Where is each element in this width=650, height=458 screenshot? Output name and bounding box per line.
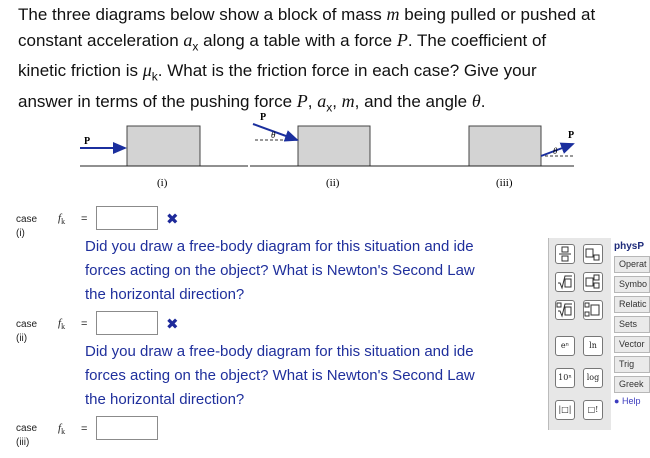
side-item-greek[interactable]: Greek	[614, 376, 650, 393]
question-line-2	[18, 28, 648, 59]
block-2	[298, 126, 370, 166]
force-symbol: P	[296, 91, 308, 112]
mass-symbol: m	[341, 91, 355, 112]
separator: .	[480, 92, 486, 112]
question-text	[18, 2, 648, 120]
mass-symbol: m	[386, 4, 400, 24]
friction-symbol-f: f	[58, 317, 62, 329]
friction-symbol-sub: k	[61, 427, 66, 437]
force-label-2: P	[260, 112, 267, 123]
help-link[interactable]	[614, 396, 650, 406]
hint-line: the horizontal direction?	[85, 286, 245, 303]
acceleration-subscript: x	[326, 100, 333, 115]
friction-symbol-3	[58, 422, 65, 436]
answer-input-case-1[interactable]	[96, 206, 158, 230]
case-label-bottom: (iii)	[16, 437, 30, 448]
case-label-bottom: (i)	[16, 228, 25, 239]
question-text-segment: . What is the friction force in each case? Give your	[157, 61, 537, 81]
question-text-segment: constant acceleration	[18, 30, 184, 50]
friction-symbol-f: f	[58, 212, 62, 224]
question-text-segment: . The coefficient of	[407, 30, 547, 50]
equals-sign-1: =	[81, 213, 88, 225]
block-1	[127, 126, 200, 166]
diagram-caption-3: (iii)	[496, 177, 513, 189]
hint-line: forces acting on the object? What is Newton's Second Law	[85, 262, 475, 279]
friction-coefficient-subscript: k	[151, 69, 158, 84]
case-label-bottom: (ii)	[16, 333, 28, 344]
angle-symbol: θ	[471, 91, 481, 112]
sqrt-icon[interactable]	[555, 272, 575, 292]
help-icon: ●	[614, 396, 620, 406]
nth-root-icon[interactable]	[555, 300, 575, 320]
diagram-caption-1: (i)	[157, 177, 168, 189]
case-label-top: case	[16, 214, 38, 225]
question-line-3	[18, 58, 648, 89]
hint-line: Did you draw a free-body diagram for this situation and ide	[85, 343, 474, 360]
side-item-vectors[interactable]: Vector	[614, 336, 650, 353]
friction-symbol-sub: k	[61, 322, 66, 332]
hint-line: the horizontal direction?	[85, 391, 245, 408]
separator: ,	[307, 92, 318, 112]
symbol-side-panel	[614, 238, 650, 406]
answer-input-case-2[interactable]	[96, 311, 158, 335]
help-label: Help	[621, 396, 641, 406]
math-palette	[548, 238, 611, 430]
power-of-ten-icon[interactable]: 10ⁿ	[555, 368, 575, 388]
case-label-top: case	[16, 423, 38, 434]
hint-text-1	[85, 235, 550, 307]
subscript-icon[interactable]	[583, 244, 603, 264]
factorial-icon[interactable]: □!	[583, 400, 603, 420]
diagram-3	[421, 126, 574, 189]
superscript-subscript-icon[interactable]	[583, 272, 603, 292]
incorrect-icon: ✖	[166, 211, 179, 228]
case-label-1	[16, 213, 37, 241]
acceleration-subscript: x	[192, 38, 199, 53]
side-item-symbols[interactable]: Symbo	[614, 276, 650, 293]
question-text-segment: along a table with a force	[198, 30, 397, 50]
acceleration-symbol: a	[317, 91, 327, 112]
equals-sign-3: =	[81, 423, 88, 435]
side-item-trig[interactable]: Trig	[614, 356, 650, 373]
fraction-icon[interactable]	[555, 244, 575, 264]
side-item-relations[interactable]: Relatic	[614, 296, 650, 313]
force-symbol: P	[396, 29, 408, 50]
hint-line: forces acting on the object? What is Newton's Second Law	[85, 367, 475, 384]
log-button[interactable]: log	[583, 368, 603, 388]
diagram-caption-2: (ii)	[326, 177, 340, 189]
case-label-top: case	[16, 319, 38, 330]
friction-coefficient-symbol: μ	[142, 60, 152, 81]
hint-line: Did you draw a free-body diagram for this situation and ide	[85, 238, 474, 255]
side-item-operations[interactable]: Operat	[614, 256, 650, 273]
equals-sign-2: =	[81, 318, 88, 330]
diagram-1	[80, 126, 248, 189]
sub-superscript-icon[interactable]	[583, 300, 603, 320]
ln-button[interactable]: ln	[583, 336, 603, 356]
hint-text-2	[85, 340, 550, 412]
acceleration-symbol: a	[183, 29, 193, 50]
absolute-value-icon[interactable]: |□|	[555, 400, 575, 420]
friction-symbol-1	[58, 212, 65, 226]
friction-symbol-f: f	[58, 422, 62, 434]
question-text-segment: being pulled or pushed at	[399, 5, 596, 24]
side-panel-heading: physP	[614, 241, 645, 252]
block-3	[469, 126, 541, 166]
question-text-segment: kinetic friction is	[18, 61, 143, 81]
force-label-3: P	[568, 130, 575, 141]
question-text-segment: answer in terms of the pushing force	[18, 92, 297, 112]
question-text-segment: , and the angle	[354, 92, 472, 112]
friction-symbol-sub: k	[61, 217, 66, 227]
diagram-2	[250, 112, 425, 189]
exponential-icon[interactable]: eⁿ	[555, 336, 575, 356]
question-line-1	[18, 2, 648, 28]
answer-input-case-3[interactable]	[96, 416, 158, 440]
separator: ,	[332, 92, 342, 112]
friction-symbol-2	[58, 317, 65, 331]
force-label-1: P	[84, 136, 91, 147]
question-text-segment: The three diagrams below show a block of mass	[18, 5, 387, 24]
angle-label-2: θ	[271, 130, 276, 140]
incorrect-icon: ✖	[166, 316, 179, 333]
side-item-sets[interactable]: Sets	[614, 316, 650, 333]
case-label-2	[16, 318, 37, 346]
case-label-3	[16, 422, 37, 450]
force-diagrams	[75, 108, 575, 190]
angle-label-3: θ	[553, 146, 558, 156]
